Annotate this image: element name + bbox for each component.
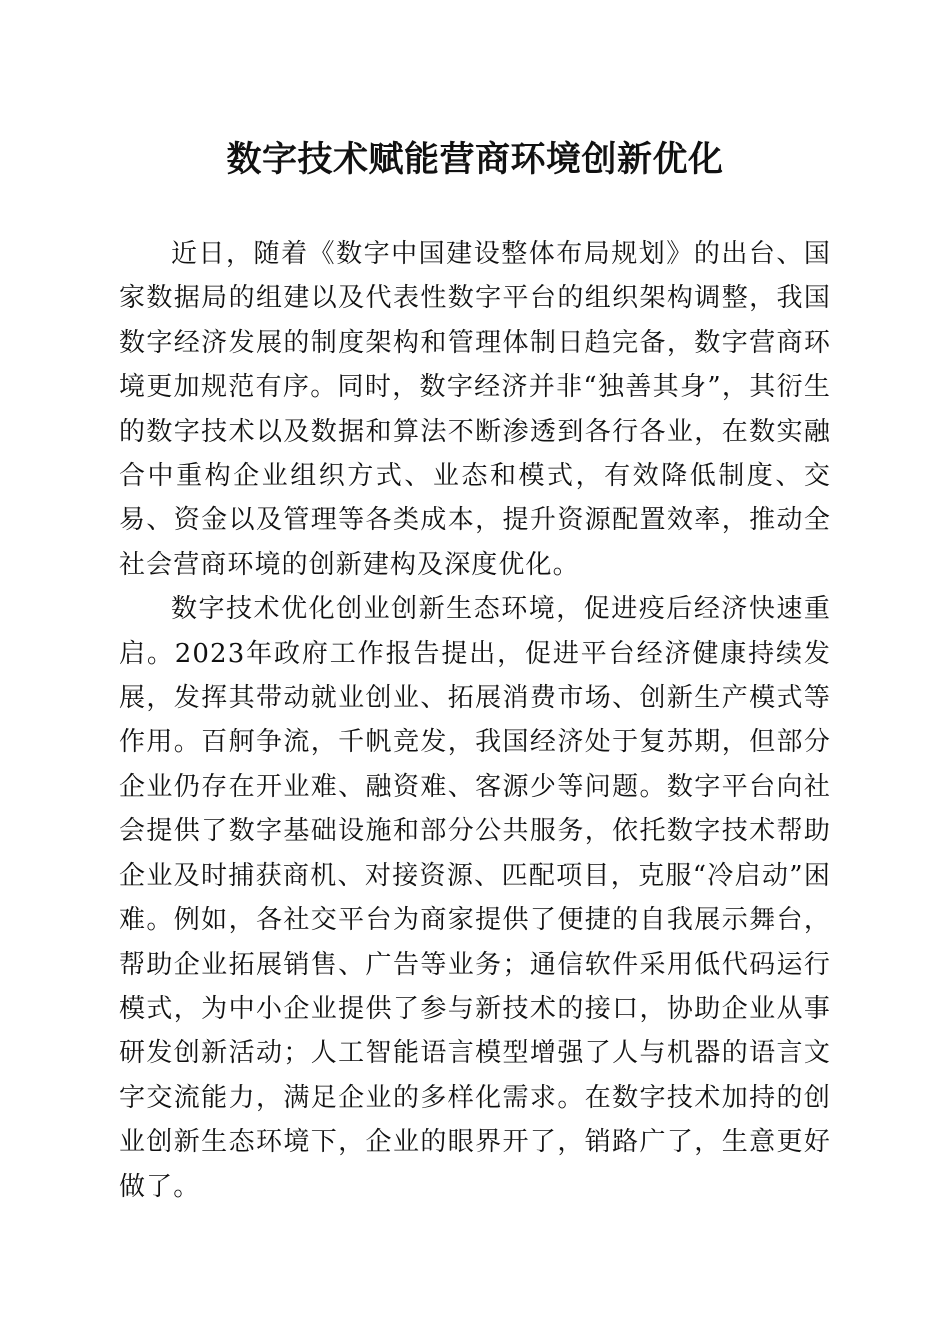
document-title: 数字技术赋能营商环境创新优化 [226,139,724,180]
paragraph-2: 数字技术优化创业创新生态环境，促进疫后经济快速重启。2023年政府工作报告提出，促进平台经济健康持续发展，发挥其带动就业创业、拓展消费市场、创新生产模式等作用。百舸争流，千帆竞发，我国经济处于复苏期，但部分企业仍存在开业难、融资难、客源少等问题。数字平台向社会提供了数字基础设施和部分公共服务，依托数字技术帮助企业及时捕获商机、对接资源、匹配项目，克服“冷启动”困难。例如，各社交平台为商家提供了便捷的自我展示舞台，帮助企业拓展销售、广告等业务；通信软件采用低代码运行模式，为中小企业提供了参与新技术的接口，协助企业从事研发创新活动；人工智能语言模型增强了人与机器的语言文字交流能力，满足企业的多样化需求。在数字技术加持的创业创新生态环境下，企业的眼界开了，销路广了，生意更好做了。 [119,594,831,1202]
document-body [119,232,831,1209]
paragraph-1: 近日，随着《数字中国建设整体布局规划》的出台、国家数据局的组建以及代表性数字平台的组织架构调整，我国数字经济发展的制度架构和管理体制日趋完备，数字营商环境更加规范有序。同时，数字经济并非“独善其身”，其衍生的数字技术以及数据和算法不断渗透到各行各业，在数实融合中重构企业组织方式、业态和模式，有效降低制度、交易、资金以及管理等各类成本，提升资源配置效率，推动全社会营商环境的创新建构及深度优化。 [119,239,831,580]
